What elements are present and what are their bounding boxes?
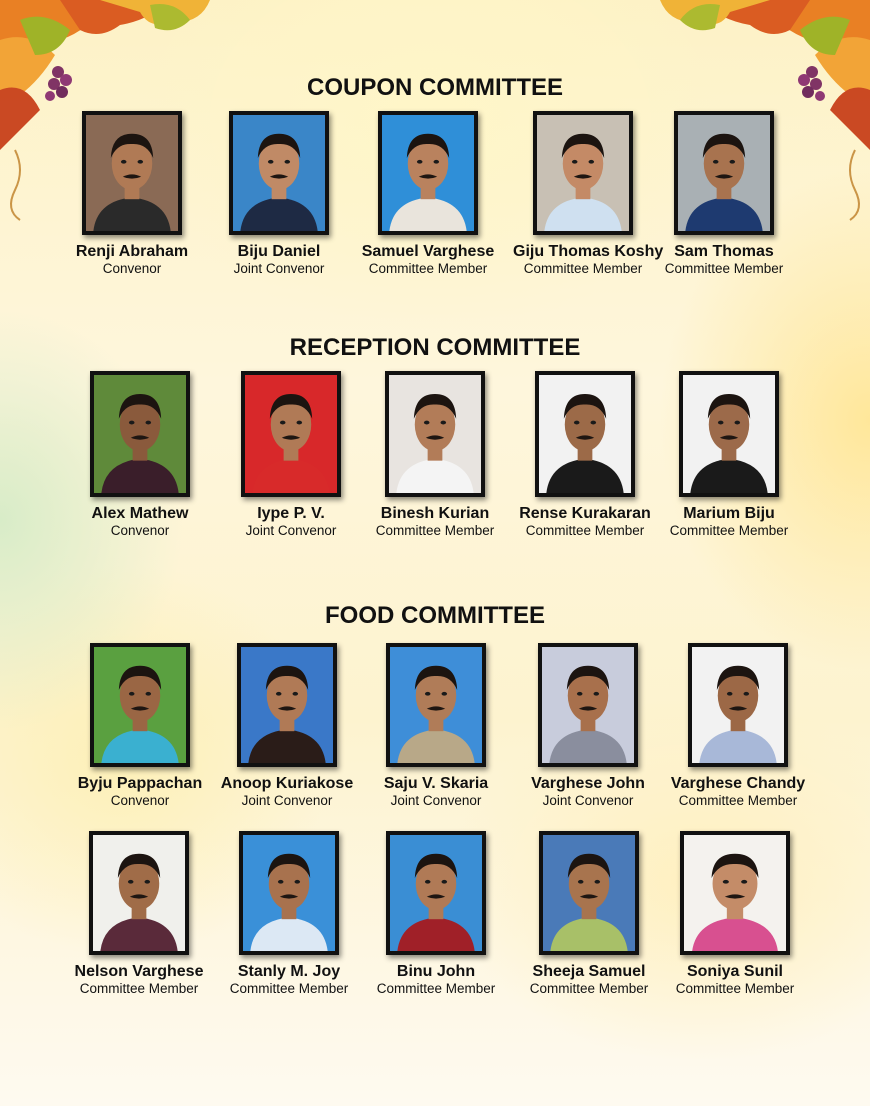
member-photo (533, 111, 633, 235)
member-card (668, 643, 808, 809)
member-name: Binesh Kurian (380, 505, 490, 522)
member-name: Alex Mathew (91, 505, 189, 522)
member-card (69, 831, 209, 997)
member-name: Renji Abraham (75, 243, 189, 260)
member-name: Sam Thomas (674, 243, 774, 260)
member-card (221, 371, 361, 539)
member-card (366, 643, 506, 809)
member-photo (539, 831, 639, 955)
member-role: Committee Member (678, 793, 798, 808)
member-role: Convenor (110, 523, 170, 538)
member-photo (680, 831, 790, 955)
member-role: Committee Member (368, 261, 488, 276)
member-role: Committee Member (669, 523, 789, 538)
member-name: Rense Kurakaran (519, 505, 651, 522)
member-photo (688, 643, 788, 767)
member-name: Binu John (396, 963, 476, 980)
member-role: Committee Member (79, 981, 199, 996)
section-title-coupon-committee: COUPON COMMITTEE (307, 74, 563, 101)
member-photo (90, 643, 190, 767)
member-card (62, 111, 202, 277)
member-name: Saju V. Skaria (383, 775, 489, 792)
member-card (70, 643, 210, 809)
member-name: Anoop Kuriakose (220, 775, 354, 792)
member-name: Byju Pappachan (77, 775, 203, 792)
member-photo (90, 371, 190, 497)
member-role: Committee Member (523, 261, 643, 276)
member-card (365, 371, 505, 539)
member-name: Nelson Varghese (74, 963, 204, 980)
member-role: Joint Convenor (390, 793, 482, 808)
member-photo (229, 111, 329, 235)
member-role: Committee Member (229, 981, 349, 996)
member-role: Committee Member (529, 981, 649, 996)
member-photo (378, 111, 478, 235)
member-card (515, 371, 655, 539)
member-role: Committee Member (675, 981, 795, 996)
member-role: Committee Member (376, 981, 496, 996)
member-card (70, 371, 210, 539)
member-card (513, 111, 664, 277)
member-role: Joint Convenor (241, 793, 333, 808)
member-card (654, 111, 794, 277)
member-role: Joint Convenor (542, 793, 634, 808)
member-photo (239, 831, 339, 955)
member-name: Soniya Sunil (686, 963, 783, 980)
member-name: Marium Biju (683, 505, 775, 522)
member-photo (679, 371, 779, 497)
member-card (217, 643, 357, 809)
member-photo (674, 111, 774, 235)
member-photo (535, 371, 635, 497)
member-card (366, 831, 506, 997)
member-card (219, 831, 359, 997)
section-title-reception-committee: RECEPTION COMMITTEE (289, 334, 581, 361)
member-photo (386, 643, 486, 767)
member-role: Joint Convenor (245, 523, 337, 538)
member-card (519, 831, 659, 997)
member-photo (538, 643, 638, 767)
member-card (358, 111, 498, 277)
member-name: Iype P. V. (257, 505, 325, 522)
member-role: Committee Member (525, 523, 645, 538)
member-role: Convenor (110, 793, 170, 808)
member-name: Samuel Varghese (361, 243, 495, 260)
member-name: Stanly M. Joy (237, 963, 341, 980)
member-card (659, 371, 799, 539)
member-name: Varghese Chandy (670, 775, 806, 792)
section-title-food-committee: FOOD COMMITTEE (325, 602, 545, 629)
member-card (209, 111, 349, 277)
member-photo (385, 371, 485, 497)
member-role: Convenor (102, 261, 162, 276)
member-role: Committee Member (375, 523, 495, 538)
member-card (665, 831, 805, 997)
member-photo (386, 831, 486, 955)
member-name: Giju Thomas Koshy (513, 243, 664, 260)
member-photo (241, 371, 341, 497)
member-role: Committee Member (664, 261, 784, 276)
member-photo (237, 643, 337, 767)
member-photo (89, 831, 189, 955)
member-photo (82, 111, 182, 235)
member-name: Biju Daniel (237, 243, 321, 260)
member-name: Sheeja Samuel (532, 963, 646, 980)
member-card (518, 643, 658, 809)
member-name: Varghese John (531, 775, 645, 792)
member-role: Joint Convenor (233, 261, 325, 276)
